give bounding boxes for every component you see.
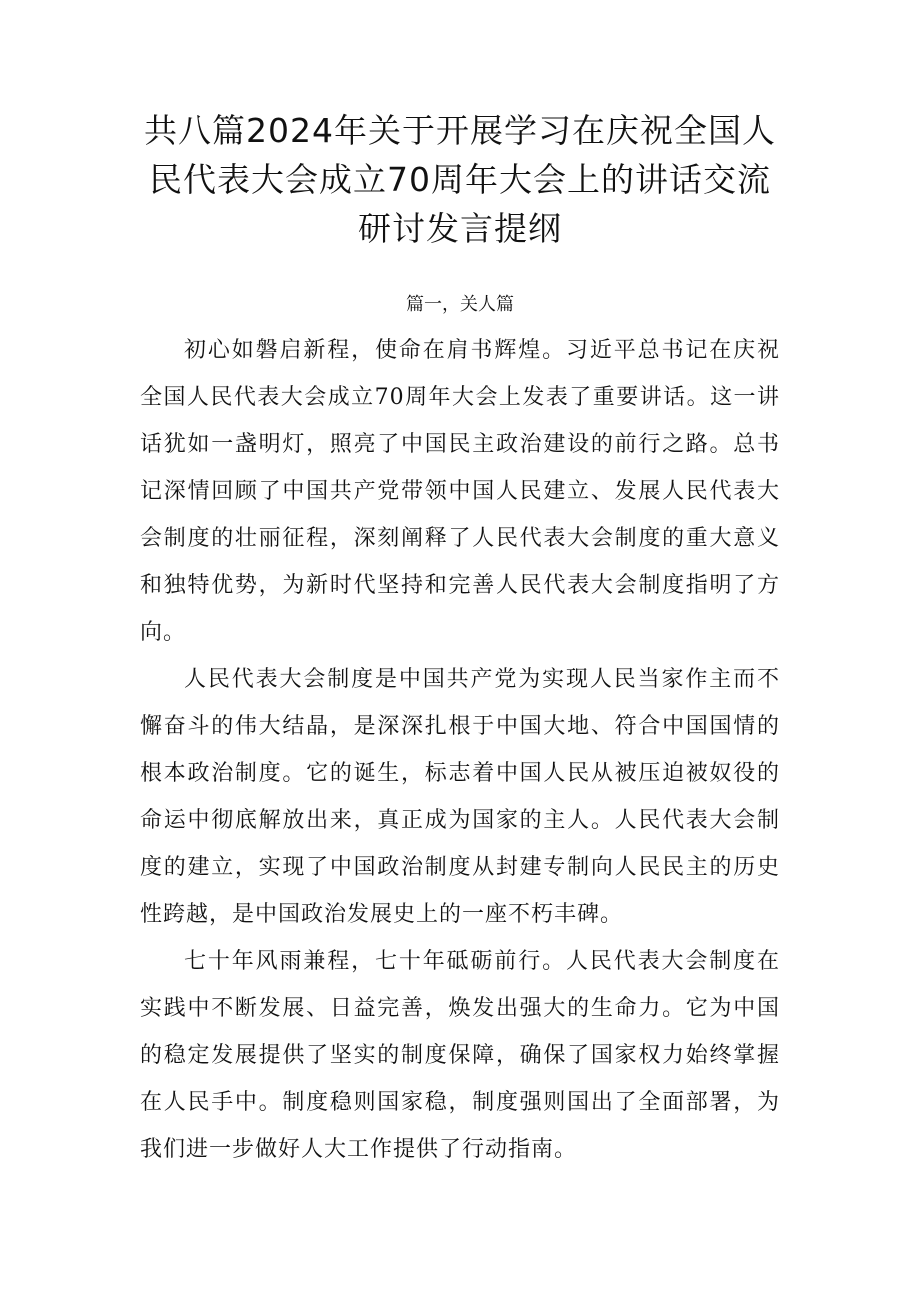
title-line-2: 民代表大会成立70周年大会上的讲话交流	[149, 160, 771, 199]
title-line-3: 研讨发言提纲	[358, 209, 562, 248]
title-line-1: 共八篇2024年关于开展学习在庆祝全国人	[144, 111, 776, 150]
section-heading: 篇一，关人篇	[406, 294, 514, 315]
document-title	[140, 106, 780, 253]
paragraph-1: 初心如磐启新程，使命在肩书辉煌。习近平总书记在庆祝全国人民代表大会成立70周年大会上发表了重要讲话。这一讲话犹如一盏明灯，照亮了中国民主政治建设的前行之路。总书记深情回顾了中国共产党带领中国人民建立、发展人民代表大会制度的壮丽征程，深刻阐释了人民代表大会制度的重大意义和独特优势，为新时代坚持和完善人民代表大会制度指明了方向。	[140, 338, 780, 645]
paragraph-3: 七十年风雨兼程，七十年砥砺前行。人民代表大会制度在实践中不断发展、日益完善，焕发出强大的生命力。它为中国的稳定发展提供了坚实的制度保障，确保了国家权力始终掌握在人民手中。制度稳则国家稳，制度强则国出了全面部署，为我们进一步做好人大工作提供了行动指南。	[140, 949, 780, 1162]
paragraph-2: 人民代表大会制度是中国共产党为实现人民当家作主而不懈奋斗的伟大结晶，是深深扎根于中国大地、符合中国国情的根本政治制度。它的诞生，标志着中国人民从被压迫被奴役的命运中彻底解放出来，真正成为国家的主人。人民代表大会制度的建立，实现了中国政治制度从封建专制向人民民主的历史性跨越，是中国政治发展史上的一座不朽丰碑。	[140, 667, 780, 927]
